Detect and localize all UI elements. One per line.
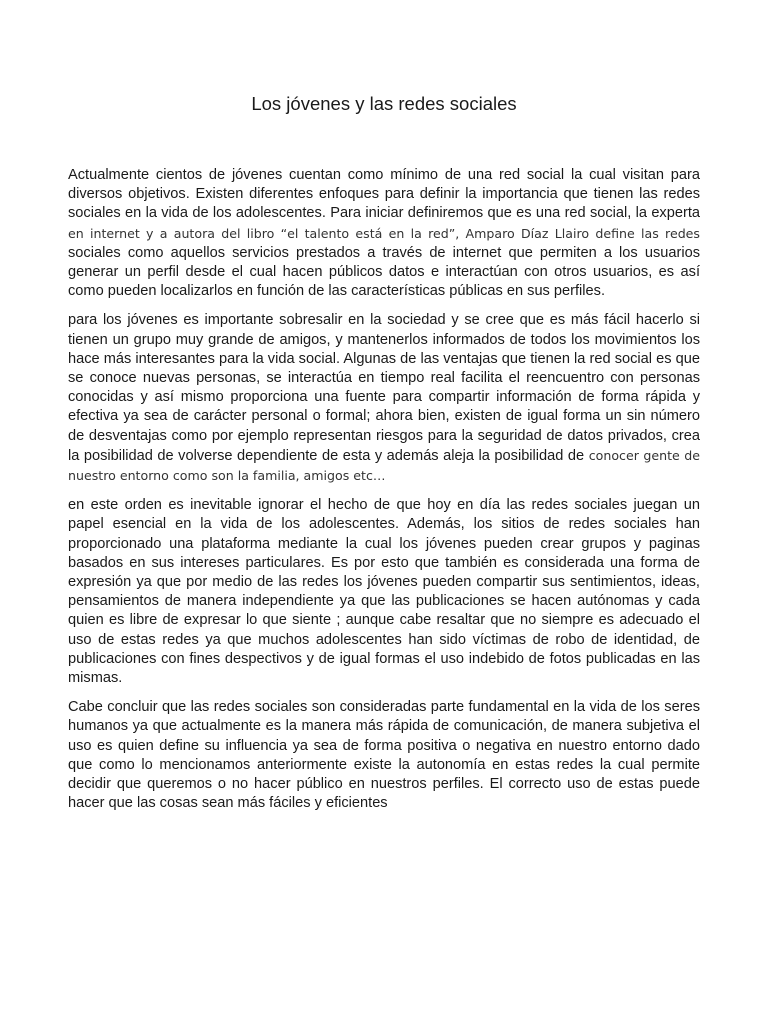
paragraph-4 [68,698,700,813]
document-title: Los jóvenes y las redes sociales [251,93,517,114]
paragraph-text: Actualmente cientos de jóvenes cuentan como mínimo de una red social la cual visitan para diversos objetivos. Existen diferentes enfoques para definir la importancia que tienen las redes sociales en la vida de los adolescentes. Para iniciar definiremos que es una red social, la experta [68,167,700,222]
document-page [68,92,700,824]
paragraph-text-alt-font: conocer gente de nuestro entorno como son la familia, amigos etc… [68,447,701,484]
paragraph-text: sociales como aquellos servicios prestados a través de internet que permiten a los usuarios generar un perfil desde el cual hacen públicos datos e interactúan con otros usuarios, es así como pueden localizarlos en función de las características públicas en sus perfiles. [68,244,700,300]
paragraph-3 [68,496,700,688]
paragraph-text: en este orden es inevitable ignorar el hecho de que hoy en día las redes sociales juegan un papel esencial en la vida de los adolescentes. Además, los sitios de redes sociales han proporcionado una plataforma mediante la cual los jóvenes pueden crear grupos y paginas basados en sus intereses particulares. Es por esto que también es considerada una forma de expresión ya que por medio de las redes los jóvenes pueden compartir sus sentimientos, ideas, pensamientos de manera independiente ya que las publicaciones se hacen autónomas y cada quien es libre de expresar lo que siente ; aunque cabe resaltar que no siempre es adecuado el uso de estas redes ya que muchos adolescentes han sido víctimas de robo de identidad, de publicaciones con fines despectivos y de igual formas el uso indebido de fotos publicadas en las mismas. [68,497,700,687]
paragraph-1 [68,166,700,301]
paragraph-text-alt-font: en internet y a autora del libro “el talento está en la red”, Amparo Díaz Llairo define las redes [68,225,700,241]
paragraph-text: Cabe concluir que las redes sociales son consideradas parte fundamental en la vida de los seres humanos ya que actualmente es la manera más rápida de comunicación, de manera subjetiva el uso es quien define su influencia ya sea de forma positiva o negativa en nuestro entorno dado que como lo mencionamos anteriormente existe la autonomía en estas redes la cual permite decidir que queremos o no hacer público en nuestros perfiles. El correcto uso de estas puede hacer que las cosas sean más fáciles y eficientes [68,699,700,812]
paragraph-text: para los jóvenes es importante sobresalir en la sociedad y se cree que es más fácil hacerlo si tienen un grupo muy grande de amigos, y mantenerlos informados de todos los movimientos los hace más interesantes para la vida social. Algunas de las ventajas que tienen la red social es que se conoce nuevas personas, se interactúa en tiempo real facilita el reencuentro con personas conocidas y así mismo proporciona una fuente para compartir información de forma rápida y efectiva ya sea de carácter personal o formal; ahora bien, existen de igual forma un sin número de desventajas como por ejemplo representan riesgos para la seguridad de datos privados, crea la posibilidad de volverse dependiente de esta y además aleja la posibilidad de [68,312,700,464]
paragraph-2 [68,311,700,486]
